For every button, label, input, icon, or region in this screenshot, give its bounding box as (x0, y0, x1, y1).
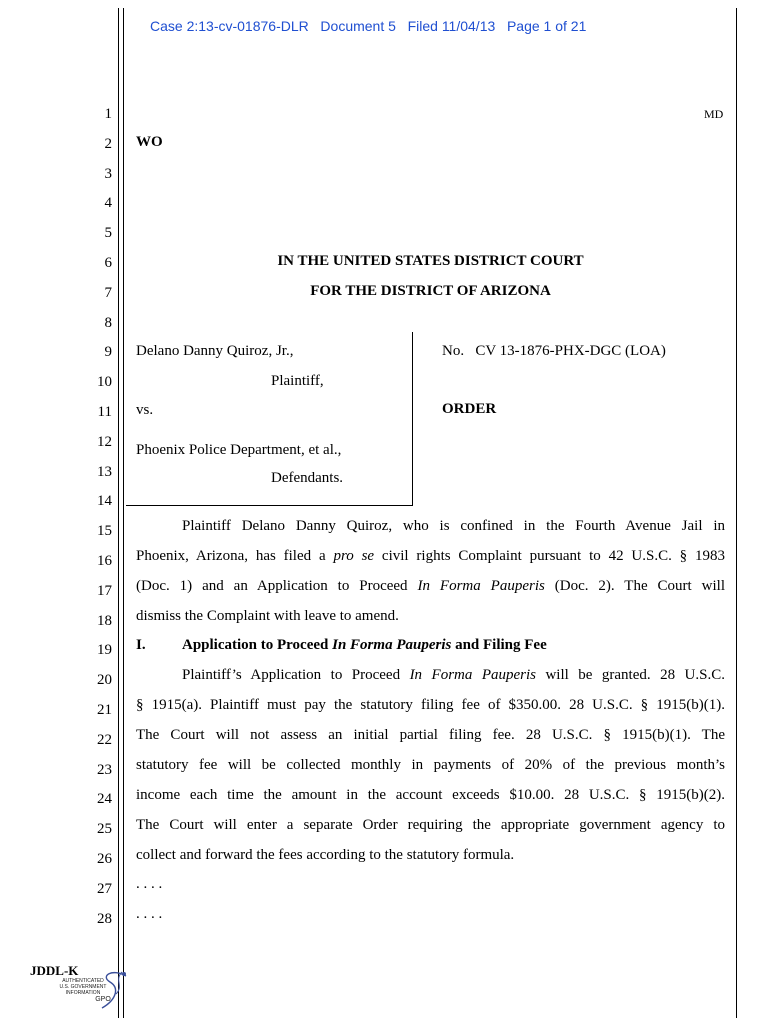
body-line: (Doc. 1) and an Application to Proceed In Forma Pauperis (Doc. 2). The Court will (136, 578, 725, 594)
case-number: No. CV 13-1876-PHX-DGC (LOA) (442, 343, 666, 359)
line-number: 23 (97, 761, 112, 778)
ecf-header-stamp (150, 18, 586, 34)
line-number: 12 (97, 433, 112, 450)
left-margin-rule (118, 8, 119, 1018)
section-heading: Application to Proceed In Forma Pauperis and Filing Fee (182, 637, 547, 653)
body-line: Phoenix, Arizona, has filed a pro se civil rights Complaint pursuant to 42 U.S.C. § 1983 (136, 548, 725, 564)
line-number: 18 (97, 612, 112, 629)
court-district: FOR THE DISTRICT OF ARIZONA (310, 283, 551, 299)
body-line: Plaintiff’s Application to Proceed In Forma Pauperis will be granted. 28 U.S.C. (182, 667, 725, 683)
designation: WO (136, 134, 163, 150)
line-number: 9 (104, 344, 112, 361)
left-margin-rule-inner (123, 8, 124, 1018)
caption-divider-vertical (412, 332, 413, 506)
jddl-code: JDDL-K (30, 963, 79, 978)
line-number: 27 (97, 880, 112, 897)
logo-text-gpo: GPO (95, 996, 111, 1003)
body-line: collect and forward the fees according to the statutory formula. (136, 847, 515, 863)
document-title: ORDER (442, 401, 497, 417)
line-number: 16 (97, 553, 112, 569)
defendant-name: Phoenix Police Department, et al., (136, 442, 342, 458)
logo-text-authenticated: AUTHENTICATED (62, 978, 104, 984)
line-number: 3 (104, 165, 112, 182)
line-number: 10 (97, 374, 112, 391)
line-number: 21 (97, 702, 112, 718)
caption-divider-horizontal (126, 505, 413, 506)
initials: MD (704, 107, 724, 121)
body-line: The Court will not assess an initial partial filing fee. 28 U.S.C. § 1915(b)(1). The (136, 727, 725, 743)
line-number: 20 (97, 672, 112, 689)
line-number: 28 (97, 910, 112, 927)
body-line: dismiss the Complaint with leave to amend. (136, 608, 399, 624)
line-number: 14 (97, 493, 112, 510)
line-number: 26 (97, 851, 112, 867)
line-number: 7 (104, 284, 112, 301)
defendant-role: Defendants. (271, 470, 344, 486)
line-number: 22 (97, 731, 112, 748)
line-number: 25 (97, 821, 112, 838)
versus: vs. (136, 402, 154, 418)
line-number: 1 (104, 106, 112, 122)
line-number: 17 (97, 582, 112, 599)
document-number-stamp: Document 5 (320, 18, 396, 34)
line-number: 8 (104, 314, 112, 331)
line-number: 19 (97, 642, 112, 659)
plaintiff-name: Delano Danny Quiroz, Jr., (136, 343, 294, 359)
body-line: statutory fee will be collected monthly in payments of 20% of the previous month’s (136, 757, 725, 773)
body-line: Plaintiff Delano Danny Quiroz, who is confined in the Fourth Avenue Jail in (182, 518, 725, 534)
line-number: 15 (97, 523, 112, 540)
line-number: 2 (104, 135, 112, 152)
ellipsis: . . . . (136, 906, 163, 922)
section-number: I. (136, 637, 146, 653)
body-line: § 1915(a). Plaintiff must pay the statutory filing fee of $350.00. 28 U.S.C. § 1915(b)(1). (136, 697, 725, 713)
line-number: 24 (97, 791, 112, 808)
logo-text-government: U.S. GOVERNMENT (59, 984, 107, 990)
line-number: 4 (104, 195, 112, 212)
ellipsis: . . . . (136, 876, 163, 892)
page-count-stamp: Page 1 of 21 (506, 18, 587, 34)
plaintiff-role: Plaintiff, (271, 373, 324, 389)
court-name: IN THE UNITED STATES DISTRICT COURT (277, 253, 584, 269)
body-line: The Court will enter a separate Order requiring the appropriate government agency to (136, 817, 725, 833)
logo-text-information: INFORMATION (65, 990, 101, 996)
line-number: 5 (104, 225, 112, 242)
case-number-stamp: Case 2:13-cv-01876-DLR (150, 18, 309, 34)
filed-date-stamp: Filed 11/04/13 (407, 18, 496, 34)
line-number: 11 (97, 404, 112, 420)
body-line: income each time the amount in the account exceeds $10.00. 28 U.S.C. § 1915(b)(2). (136, 787, 725, 803)
right-margin-rule (736, 8, 737, 1018)
line-number: 6 (104, 255, 112, 271)
line-number: 13 (97, 463, 112, 480)
